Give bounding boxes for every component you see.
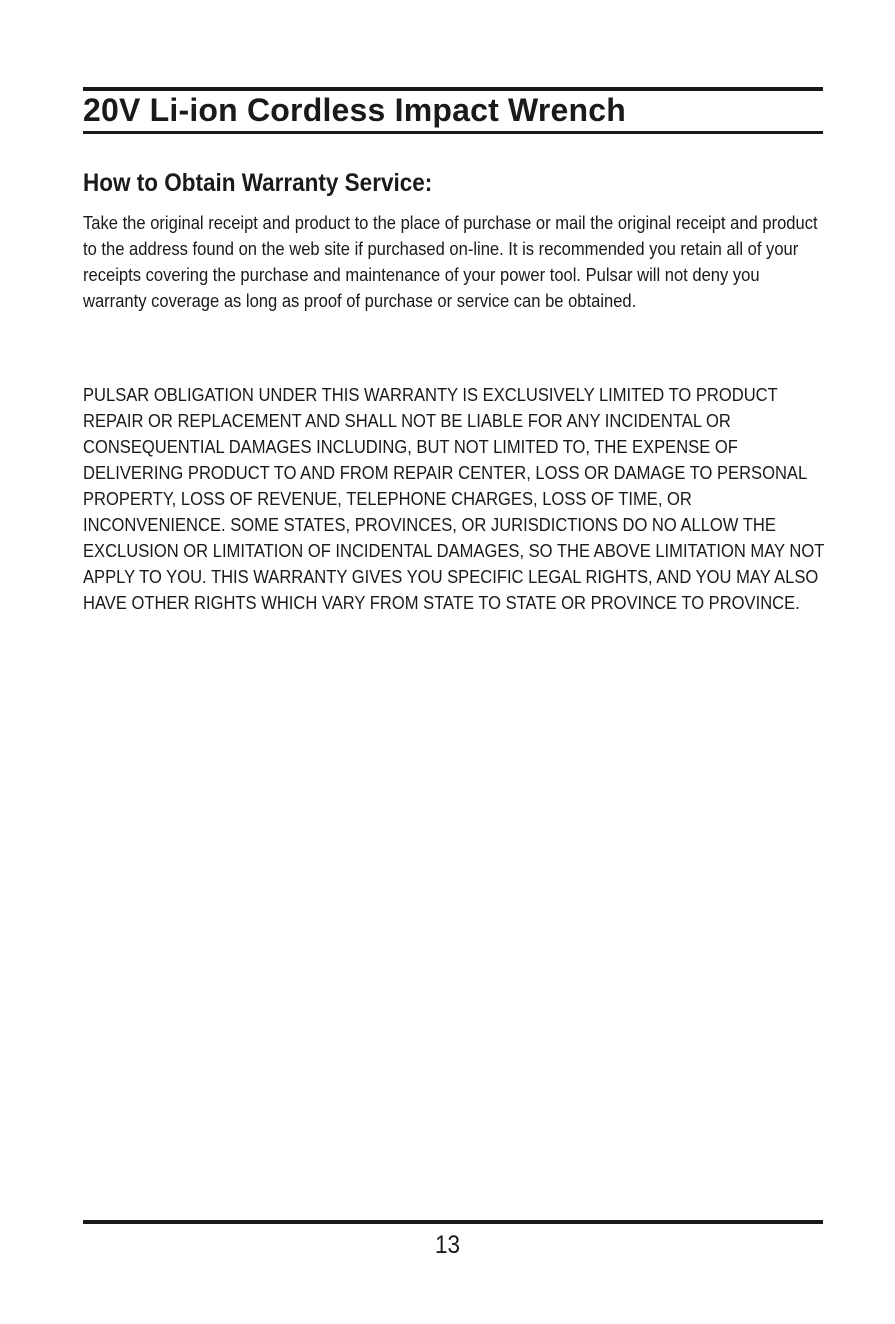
- page-number: 13: [434, 1231, 461, 1259]
- warranty-service-paragraph: Take the original receipt and product to the place of purchase or mail the original receipt and product to the address found on the web site if purchased on-line. It is recommended you retain all of your receipts covering the purchase and maintenance of your power tool. Pulsar will not deny you warranty coverage as long as proof of purchase or service can be obtained.: [83, 213, 818, 311]
- section-heading: How to Obtain Warranty Service:: [83, 169, 433, 197]
- page-title: 20V Li-ion Cordless Impact Wrench: [83, 92, 627, 128]
- obligation-disclaimer-paragraph: PULSAR OBLIGATION UNDER THIS WARRANTY IS EXCLUSIVELY LIMITED TO PRODUCT REPAIR OR REPLACEMENT AND SHALL NOT BE LIABLE FOR ANY INCIDENTAL OR CONSEQUENTIAL DAMAGES INCLUDING, BUT NOT LIMITED TO, THE EXPENSE OF DELIVERING PRODUCT TO AND FROM REPAIR CENTER, LOSS OR DAMAGE TO PERSONAL PROPERTY, LOSS OF REVENUE, TELEPHONE CHARGES, LOSS OF TIME, OR INCONVENIENCE. SOME STATES, PROVINCES, OR JURISDICTIONS DO NO ALLOW THE EXCLUSION OR LIMITATION OF INCIDENTAL DAMAGES, SO THE ABOVE LIMITATION MAY NOT APPLY TO YOU. THIS WARRANTY GIVES YOU SPECIFIC LEGAL RIGHTS, AND YOU MAY ALSO HAVE OTHER RIGHTS WHICH VARY FROM STATE TO STATE OR PROVINCE TO PROVINCE.: [83, 385, 825, 613]
- header-rule-bottom: [83, 131, 823, 134]
- footer-rule: [83, 1220, 823, 1224]
